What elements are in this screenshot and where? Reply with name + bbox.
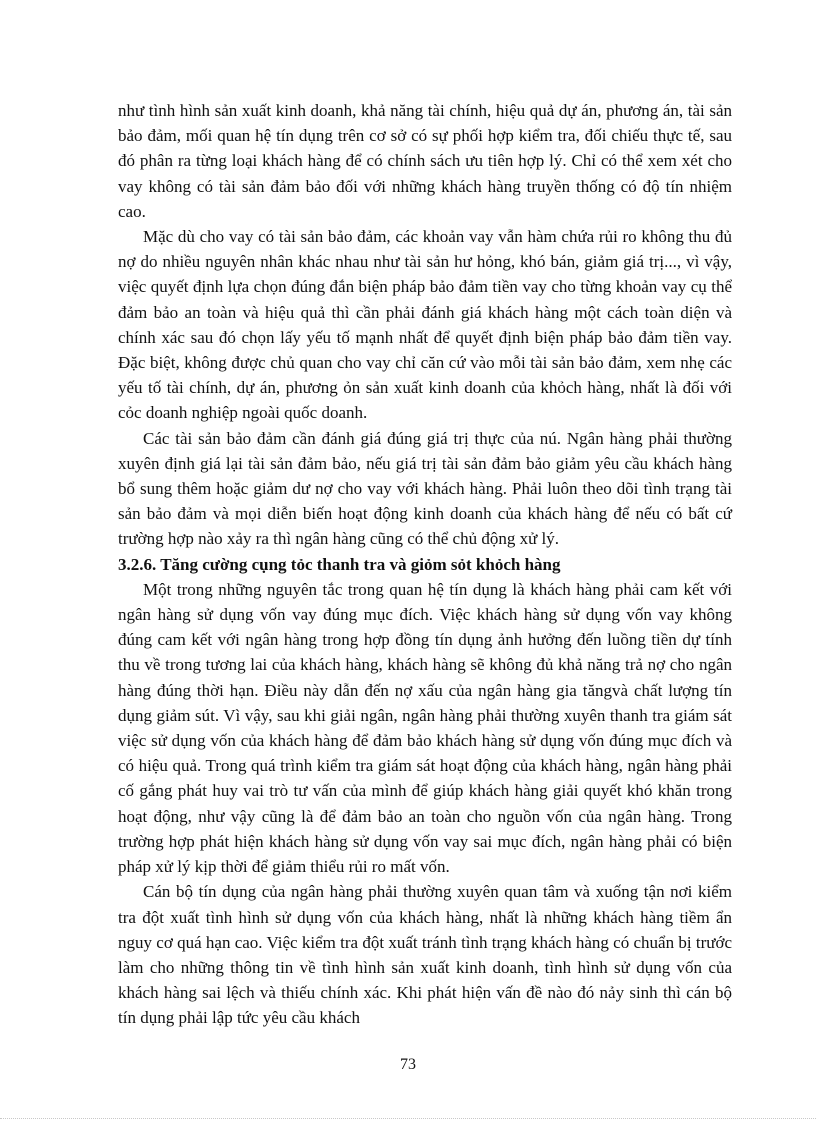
paragraph-continued: như tình hình sản xuất kinh doanh, khả năng tài chính, hiệu quả dự án, phương án, tài sản bảo đảm, mối quan hệ tín dụng trên cơ sở có sự phối hợp kiểm tra, đối chiếu thực tế, sau đó phân ra từng loại khách hàng để có chính sách ưu tiên hợp lý. Chỉ có thể xem xét cho vay không có tài sản đảm bảo đối với những khách hàng truyền thống có độ tín nhiệm cao. bbox=[118, 101, 732, 221]
page-bottom-divider bbox=[0, 1118, 816, 1119]
paragraph-credit-officer: Cán bộ tín dụng của ngân hàng phải thường xuyên quan tâm và xuống tận nơi kiểm tra đột xuất tình hình sử dụng vốn của khách hàng, nhất là những khách hàng tiềm ẩn nguy cơ quá hạn cao. Việc kiểm tra đột xuất tránh tình trạng khách hàng có chuẩn bị trước làm cho những thông tin về tình hình sản xuất kinh doanh, tình hình sử dụng vốn của khách hàng sai lệch và thiếu chính xác. Khi phát hiện vấn đề nào đó nảy sinh thì cán bộ tín dụng phải lập tức yêu cầu khách bbox=[118, 882, 732, 1028]
page-number: 73 bbox=[400, 1056, 416, 1073]
paragraph-collateral-valuation: Các tài sản bảo đảm cần đánh giá đúng giá trị thực của nú. Ngân hàng phải thường xuyên định giá lại tài sản đảm bảo, nếu giá trị tài sản đảm bảo giảm yêu cầu khách hàng bổ sung thêm hoặc giảm dư nợ cho vay với khách hàng. Phải luôn theo dõi tình trạng tài sản bảo đảm và mọi diễn biến hoạt động kinh doanh của khách hàng để nếu có bất cứ trường hợp nào xảy ra thì ngân hàng cũng có thể chủ động xử lý. bbox=[118, 428, 732, 549]
paragraph-collateral-risk: Mặc dù cho vay có tài sản bảo đảm, các khoản vay vẫn hàm chứa rủi ro không thu đủ nợ do nhiều nguyên nhân khác nhau như tài sản hư hỏng, khó bán, giảm giá trị..., vì vậy, việc quyết định lựa chọn đúng đắn biện pháp bảo đảm tiền vay cho từng khoản vay cụ thể đảm bảo an toàn và hiệu quả thì cần phải đánh giá khách hàng một cách toàn diện và chính xác sau đó chọn lấy yếu tố mạnh nhất để quyết định biện pháp bảo đảm tiền vay. Đặc biệt, không được chủ quan cho vay chỉ căn cứ vào mỗi tài sản bảo đảm, xem nhẹ các yếu tố tài chính, dự án, phương ỏn sản xuất kinh doanh của khỏch hàng, nhất là đối với cỏc doanh nghiệp ngoài quốc doanh. bbox=[118, 227, 732, 423]
document-body bbox=[118, 98, 732, 1031]
paragraph-loan-purpose: Một trong những nguyên tắc trong quan hệ tín dụng là khách hàng phải cam kết với ngân hàng sử dụng vốn vay đúng mục đích. Việc khách hàng sử dụng vốn vay không đúng cam kết với ngân hàng trong hợp đồng tín dụng ảnh hưởng đến luồng tiền dự tính thu về trong tương lai của khách hàng, khách hàng sẽ không đủ khả năng trả nợ cho ngân hàng đúng thời hạn. Điều này dẫn đến nợ xấu của ngân hàng gia tăngvà chất lượng tín dụng giảm sút. Vì vậy, sau khi giải ngân, ngân hàng phải thường xuyên thanh tra giám sát việc sử dụng vốn của khách hàng để đảm bảo khách hàng sử dụng vốn đúng mục đích và có hiệu quả. Trong quá trình kiểm tra giám sát hoạt động của khách hàng, ngân hàng phải cố gắng phát huy vai trò tư vấn của mình để giúp khách hàng giải quyết khó khăn trong hoạt động, như vậy cũng là để đảm bảo an toàn cho nguồn vốn của ngân hàng. Trong trường hợp phát hiện khách hàng sử dụng vốn vay sai mục đích, ngân hàng phải có biện pháp xử lý kịp thời để giảm thiểu rủi ro mất vốn. bbox=[118, 579, 732, 877]
section-heading: 3.2.6. Tăng cường cụng tỏc thanh tra và giỏm sỏt khỏch hàng bbox=[118, 554, 561, 574]
